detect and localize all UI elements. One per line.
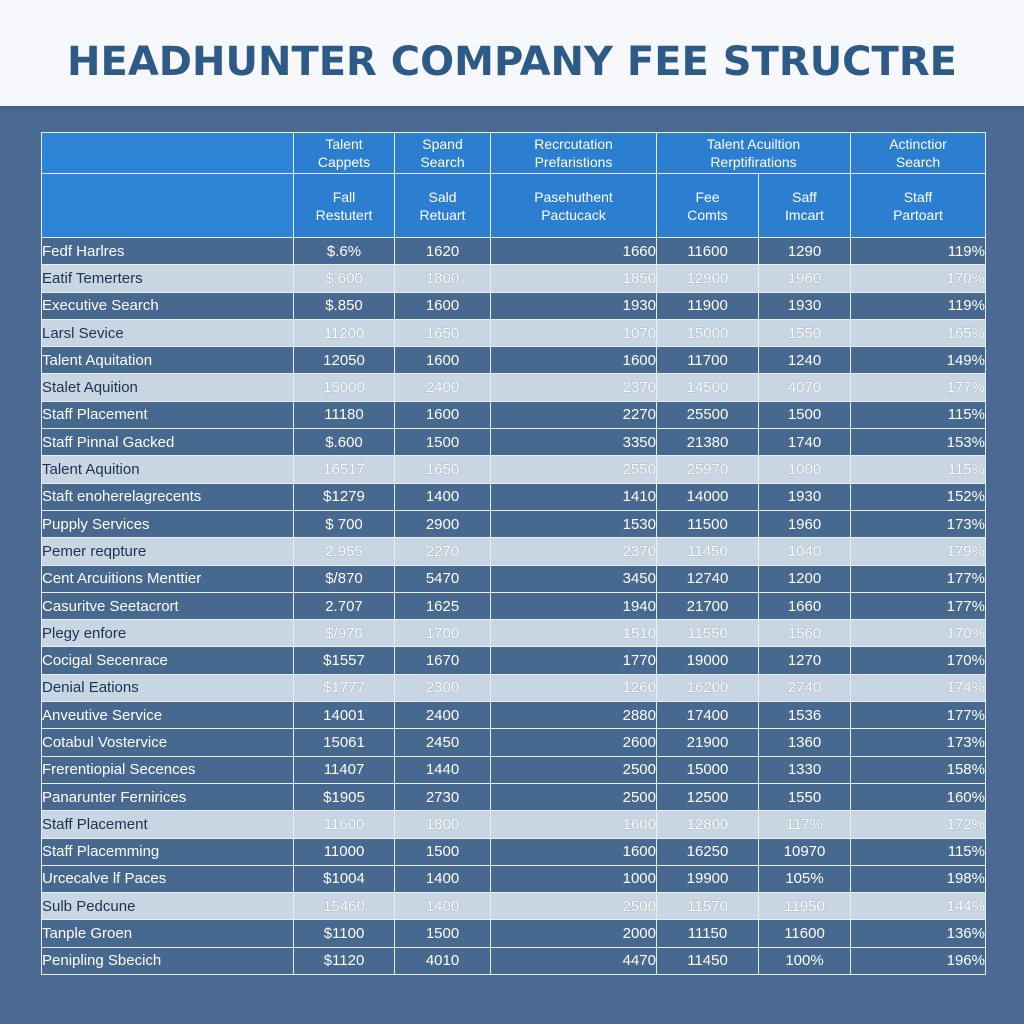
fee-value-cell: 170% <box>851 265 986 292</box>
header-label: Restutert <box>315 206 373 223</box>
fee-value-cell: 1560 <box>759 620 851 647</box>
fee-value-cell: 2730 <box>395 783 491 810</box>
fee-value-cell: 174% <box>851 674 986 701</box>
fee-value-cell: 2740 <box>759 674 851 701</box>
table-row <box>42 238 986 265</box>
header-label: Search <box>420 154 465 170</box>
fee-value-cell: 1070 <box>491 319 657 346</box>
fee-value-cell: 2880 <box>491 702 657 729</box>
header-label: Pactucack <box>541 206 606 223</box>
fee-value-cell: 160% <box>851 783 986 810</box>
header-label: Comts <box>687 206 728 223</box>
table-row <box>42 620 986 647</box>
fee-value-cell: 12050 <box>294 347 395 374</box>
fee-value-cell: 4010 <box>395 947 491 974</box>
fee-value-cell: 1600 <box>491 347 657 374</box>
fee-value-cell: 1500 <box>395 429 491 456</box>
fee-value-cell: 16517 <box>294 456 395 483</box>
table-row <box>42 483 986 510</box>
fee-value-cell: 1620 <box>395 238 491 265</box>
fee-value-cell: $/970 <box>294 620 395 647</box>
fee-value-cell: 2270 <box>395 538 491 565</box>
fee-value-cell: 4070 <box>759 374 851 401</box>
fee-value-cell: 1270 <box>759 647 851 674</box>
table-row <box>42 920 986 947</box>
table-row <box>42 265 986 292</box>
fee-value-cell: 11200 <box>294 319 395 346</box>
fee-value-cell: 144% <box>851 893 986 920</box>
fee-value-cell: 19000 <box>657 647 759 674</box>
service-name-cell: Talent Aquitation <box>42 347 294 374</box>
fee-value-cell: 2550 <box>491 456 657 483</box>
fee-value-cell: 2370 <box>491 538 657 565</box>
fee-value-cell: 15061 <box>294 729 395 756</box>
fee-value-cell: $.600 <box>294 265 395 292</box>
service-name-cell: Executive Search <box>42 292 294 319</box>
fee-value-cell: 21900 <box>657 729 759 756</box>
fee-value-cell: 2600 <box>491 729 657 756</box>
fee-value-cell: $1120 <box>294 947 395 974</box>
service-name-cell: Cocigal Secenrace <box>42 647 294 674</box>
service-name-cell: Eatif Temerters <box>42 265 294 292</box>
fee-value-cell: 1200 <box>759 565 851 592</box>
header-sald-retuart <box>395 174 491 238</box>
fee-value-cell: 2.707 <box>294 592 395 619</box>
fee-value-cell: 10970 <box>759 838 851 865</box>
fee-value-cell: 11500 <box>657 510 759 537</box>
fee-value-cell: 11570 <box>657 893 759 920</box>
fee-value-cell: 105% <box>759 865 851 892</box>
fee-value-cell: 119% <box>851 292 986 319</box>
service-name-cell: Pupply Services <box>42 510 294 537</box>
header-talent-cappets <box>294 133 395 174</box>
fee-value-cell: 1650 <box>395 319 491 346</box>
header-label: Fall <box>332 188 356 205</box>
fee-value-cell: 1500 <box>759 401 851 428</box>
fee-value-cell: 1400 <box>395 483 491 510</box>
fee-value-cell: 1260 <box>491 674 657 701</box>
fee-value-cell: 1660 <box>759 592 851 619</box>
fee-value-cell: 15460 <box>294 893 395 920</box>
fee-value-cell: 16250 <box>657 838 759 865</box>
fee-value-cell: 25500 <box>657 401 759 428</box>
fee-value-cell: 11600 <box>759 920 851 947</box>
fee-value-cell: 158% <box>851 756 986 783</box>
header-spand-search <box>395 133 491 174</box>
header-label: Prefaristions <box>534 154 613 170</box>
service-name-cell: Frerentiopial Secences <box>42 756 294 783</box>
service-name-cell: Fedf Harlres <box>42 238 294 265</box>
fee-value-cell: 177% <box>851 374 986 401</box>
fee-value-cell: 117% <box>759 811 851 838</box>
fee-value-cell: 1500 <box>395 838 491 865</box>
fee-value-cell: 5470 <box>395 565 491 592</box>
fee-structure-table <box>41 132 986 975</box>
table-row <box>42 565 986 592</box>
fee-value-cell: 2270 <box>491 401 657 428</box>
header-row-secondary <box>42 174 986 238</box>
fee-value-cell: 1600 <box>395 292 491 319</box>
service-name-cell: Penipling Sbecich <box>42 947 294 974</box>
table-row <box>42 538 986 565</box>
service-name-cell: Anveutive Service <box>42 702 294 729</box>
fee-value-cell: 1770 <box>491 647 657 674</box>
fee-value-cell: 1700 <box>395 620 491 647</box>
service-name-cell: Staff Placement <box>42 401 294 428</box>
fee-value-cell: $1004 <box>294 865 395 892</box>
header-label: Imcart <box>785 206 824 223</box>
header-pasehuthent <box>491 174 657 238</box>
fee-value-cell: $.850 <box>294 292 395 319</box>
fee-value-cell: 1500 <box>395 920 491 947</box>
header-label: Fee <box>695 188 720 205</box>
service-name-cell: Tanple Groen <box>42 920 294 947</box>
fee-value-cell: $ 700 <box>294 510 395 537</box>
header-corner-cell <box>42 174 294 238</box>
fee-value-cell: 1800 <box>395 265 491 292</box>
fee-value-cell: 196% <box>851 947 986 974</box>
fee-value-cell: 1800 <box>395 811 491 838</box>
header-label: Sald <box>428 188 457 205</box>
fee-value-cell: 11700 <box>657 347 759 374</box>
fee-value-cell: 1930 <box>759 292 851 319</box>
fee-value-cell: 177% <box>851 592 986 619</box>
table-row <box>42 456 986 483</box>
fee-value-cell: 11180 <box>294 401 395 428</box>
fee-value-cell: 1600 <box>395 347 491 374</box>
table-row <box>42 510 986 537</box>
fee-value-cell: 2400 <box>395 374 491 401</box>
fee-value-cell: 1930 <box>491 292 657 319</box>
fee-value-cell: 16200 <box>657 674 759 701</box>
fee-value-cell: 136% <box>851 920 986 947</box>
fee-value-cell: 1240 <box>759 347 851 374</box>
service-name-cell: Staff Placemming <box>42 838 294 865</box>
fee-value-cell: 11407 <box>294 756 395 783</box>
service-name-cell: Staff Pinnal Gacked <box>42 429 294 456</box>
fee-value-cell: 1550 <box>759 783 851 810</box>
header-label: Search <box>895 154 941 170</box>
fee-value-cell: $.6% <box>294 238 395 265</box>
fee-value-cell: 152% <box>851 483 986 510</box>
fee-value-cell: $1100 <box>294 920 395 947</box>
fee-value-cell: 1740 <box>759 429 851 456</box>
fee-value-cell: 1660 <box>491 238 657 265</box>
fee-value-cell: 17400 <box>657 702 759 729</box>
fee-value-cell: 115% <box>851 456 986 483</box>
fee-value-cell: 1960 <box>759 265 851 292</box>
table-row <box>42 865 986 892</box>
header-fall-restutert <box>294 174 395 238</box>
fee-value-cell: 1360 <box>759 729 851 756</box>
header-corner-cell <box>42 133 294 174</box>
fee-value-cell: 1625 <box>395 592 491 619</box>
fee-value-cell: 1650 <box>395 456 491 483</box>
fee-value-cell: 12740 <box>657 565 759 592</box>
header-label: Actinctior <box>889 136 947 152</box>
table-row <box>42 401 986 428</box>
header-label: Rerptifirations <box>710 154 797 170</box>
fee-value-cell: 15000 <box>294 374 395 401</box>
fee-value-cell: 149% <box>851 347 986 374</box>
fee-value-cell: 170% <box>851 620 986 647</box>
header-fee-comts <box>657 174 759 238</box>
fee-value-cell: 2900 <box>395 510 491 537</box>
fee-value-cell: $/870 <box>294 565 395 592</box>
table-row <box>42 811 986 838</box>
fee-value-cell: 21380 <box>657 429 759 456</box>
fee-value-cell: 14000 <box>657 483 759 510</box>
fee-value-cell: 19900 <box>657 865 759 892</box>
table-row <box>42 374 986 401</box>
fee-value-cell: 21700 <box>657 592 759 619</box>
header-label: Saff <box>792 188 817 205</box>
service-name-cell: Pemer reqpture <box>42 538 294 565</box>
header-label: Pasehuthent <box>534 188 613 205</box>
fee-value-cell: 14001 <box>294 702 395 729</box>
fee-value-cell: 177% <box>851 702 986 729</box>
table-row <box>42 838 986 865</box>
table-row <box>42 429 986 456</box>
fee-value-cell: 1960 <box>759 510 851 537</box>
fee-value-cell: 1440 <box>395 756 491 783</box>
fee-value-cell: 179% <box>851 538 986 565</box>
fee-value-cell: 165% <box>851 319 986 346</box>
fee-value-cell: 3350 <box>491 429 657 456</box>
fee-value-cell: 2000 <box>491 920 657 947</box>
header-label: Spand <box>422 136 463 152</box>
fee-value-cell: $1777 <box>294 674 395 701</box>
fee-value-cell: 2300 <box>395 674 491 701</box>
table-row <box>42 756 986 783</box>
fee-value-cell: 115% <box>851 838 986 865</box>
fee-value-cell: 2500 <box>491 756 657 783</box>
table-row <box>42 647 986 674</box>
service-name-cell: Plegy enfore <box>42 620 294 647</box>
fee-value-cell: 170% <box>851 647 986 674</box>
fee-value-cell: 12900 <box>657 265 759 292</box>
service-name-cell: Panarunter Fernirices <box>42 783 294 810</box>
service-name-cell: Cotabul Vostervice <box>42 729 294 756</box>
fee-value-cell: 12800 <box>657 811 759 838</box>
table-row <box>42 729 986 756</box>
fee-value-cell: 1290 <box>759 238 851 265</box>
fee-value-cell: 1850 <box>491 265 657 292</box>
fee-value-cell: 1400 <box>395 893 491 920</box>
header-talent-acuiltion <box>657 133 851 174</box>
fee-value-cell: 1400 <box>395 865 491 892</box>
service-name-cell: Urcecalve lf Paces <box>42 865 294 892</box>
fee-value-cell: 173% <box>851 729 986 756</box>
fee-value-cell: 173% <box>851 510 986 537</box>
fee-value-cell: 15000 <box>657 319 759 346</box>
fee-value-cell: 1410 <box>491 483 657 510</box>
fee-value-cell: 1000 <box>491 865 657 892</box>
fee-value-cell: 2500 <box>491 893 657 920</box>
fee-table-body <box>42 238 986 975</box>
fee-value-cell: 11000 <box>294 838 395 865</box>
fee-value-cell: 2400 <box>395 702 491 729</box>
service-name-cell: Talent Aquition <box>42 456 294 483</box>
fee-value-cell: 1940 <box>491 592 657 619</box>
header-staff-partoart <box>851 174 986 238</box>
fee-value-cell: 1330 <box>759 756 851 783</box>
fee-value-cell: 11600 <box>657 238 759 265</box>
fee-value-cell: 11950 <box>759 893 851 920</box>
header-saff-imcart <box>759 174 851 238</box>
fee-value-cell: 100% <box>759 947 851 974</box>
fee-value-cell: 11600 <box>294 811 395 838</box>
fee-value-cell: 1670 <box>395 647 491 674</box>
fee-value-cell: 1550 <box>759 319 851 346</box>
table-row <box>42 292 986 319</box>
fee-value-cell: 2.955 <box>294 538 395 565</box>
service-name-cell: Sulb Pedcune <box>42 893 294 920</box>
fee-value-cell: 1600 <box>491 838 657 865</box>
header-actinctior-search <box>851 133 986 174</box>
fee-value-cell: 198% <box>851 865 986 892</box>
header-label: Talent <box>325 136 363 152</box>
table-row <box>42 347 986 374</box>
fee-value-cell: 15000 <box>657 756 759 783</box>
service-name-cell: Stalet Aquition <box>42 374 294 401</box>
fee-value-cell: 11900 <box>657 292 759 319</box>
service-name-cell: Denial Eations <box>42 674 294 701</box>
fee-value-cell: 2450 <box>395 729 491 756</box>
page-title: HEADHUNTER COMPANY FEE STRUCTRE <box>67 39 957 85</box>
fee-value-cell: 1510 <box>491 620 657 647</box>
fee-value-cell: 119% <box>851 238 986 265</box>
fee-value-cell: 25970 <box>657 456 759 483</box>
fee-value-cell: 12500 <box>657 783 759 810</box>
fee-value-cell: 1040 <box>759 538 851 565</box>
table-row <box>42 702 986 729</box>
fee-value-cell: 177% <box>851 565 986 592</box>
fee-value-cell: 4470 <box>491 947 657 974</box>
fee-value-cell: 1600 <box>395 401 491 428</box>
fee-value-cell: 11450 <box>657 947 759 974</box>
fee-value-cell: $1279 <box>294 483 395 510</box>
table-row <box>42 783 986 810</box>
fee-value-cell: 153% <box>851 429 986 456</box>
header-label: Staff <box>903 188 933 205</box>
header-label: Recrcutation <box>534 136 613 152</box>
service-name-cell: Staff Placement <box>42 811 294 838</box>
fee-value-cell: 11450 <box>657 538 759 565</box>
fee-value-cell: 115% <box>851 401 986 428</box>
fee-value-cell: 172% <box>851 811 986 838</box>
header-label: Cappets <box>317 154 371 170</box>
header-label: Partoart <box>893 206 943 223</box>
table-row <box>42 319 986 346</box>
fee-value-cell: 1536 <box>759 702 851 729</box>
fee-value-cell: 1530 <box>491 510 657 537</box>
fee-value-cell: 1930 <box>759 483 851 510</box>
page-header <box>0 0 1024 106</box>
header-label: Retuart <box>419 206 466 223</box>
table-row <box>42 947 986 974</box>
table-row <box>42 893 986 920</box>
fee-value-cell: 1600 <box>491 811 657 838</box>
table-row <box>42 674 986 701</box>
fee-value-cell: $.600 <box>294 429 395 456</box>
fee-value-cell: 3450 <box>491 565 657 592</box>
service-name-cell: Larsl Sevice <box>42 319 294 346</box>
table-row <box>42 592 986 619</box>
fee-value-cell: $1557 <box>294 647 395 674</box>
service-name-cell: Cent Arcuitions Menttier <box>42 565 294 592</box>
fee-value-cell: 11550 <box>657 620 759 647</box>
fee-value-cell: 2370 <box>491 374 657 401</box>
service-name-cell: Casuritve Seetacrort <box>42 592 294 619</box>
fee-value-cell: 1000 <box>759 456 851 483</box>
fee-value-cell: 2500 <box>491 783 657 810</box>
fee-value-cell: 11150 <box>657 920 759 947</box>
fee-value-cell: 14500 <box>657 374 759 401</box>
fee-value-cell: $1905 <box>294 783 395 810</box>
service-name-cell: Staft enoherelagrecents <box>42 483 294 510</box>
header-recrcutation <box>491 133 657 174</box>
header-label: Talent Acuiltion <box>706 136 801 152</box>
header-row-primary <box>42 133 986 174</box>
